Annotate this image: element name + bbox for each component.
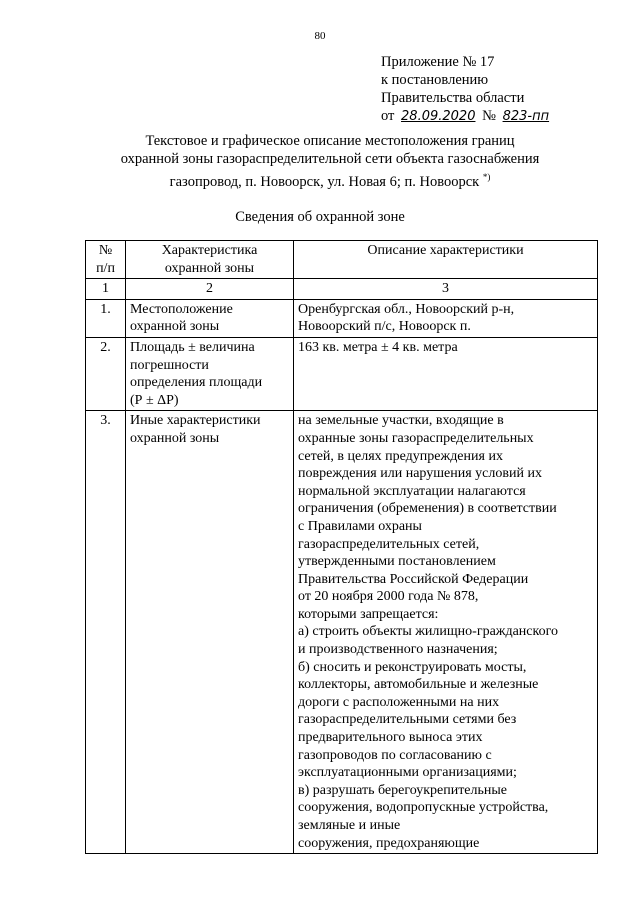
row-characteristic-line: Площадь ± величина xyxy=(130,339,255,355)
row-description-line: Оренбургская обл., Новоорский р-н, xyxy=(298,301,515,317)
row-description-line: газораспределительными сетями без xyxy=(298,712,517,728)
appendix-block xyxy=(381,53,621,126)
header-characteristic-line: охранной зоны xyxy=(164,260,255,276)
row-number: 1. xyxy=(86,299,126,337)
title-line-2: охранной зоны газораспределительной сети объекта газоснабжения xyxy=(120,151,540,167)
document-title xyxy=(60,132,600,191)
header-number-line: п/п xyxy=(96,260,115,276)
row-description xyxy=(294,299,598,337)
appendix-title: Приложение № 17 xyxy=(381,54,495,70)
row-characteristic-line: (Р ± ΔР) xyxy=(130,392,179,408)
from-label: от xyxy=(381,108,395,124)
row-description xyxy=(294,411,598,854)
row-description-line: газораспределительных сетей, xyxy=(298,536,480,552)
title-line-1: Текстовое и графическое описание местоположения границ xyxy=(145,133,515,149)
handwritten-number: 823-пп xyxy=(502,109,550,124)
row-description-line: дороги с расположенными на них xyxy=(298,694,500,710)
zone-table xyxy=(85,240,598,854)
row-description-line: на земельные участки, входящие в xyxy=(298,413,504,429)
row-characteristic-line: охранной зоны xyxy=(130,319,220,335)
header-characteristic-line: Характеристика xyxy=(161,243,258,258)
header-characteristic xyxy=(126,241,294,279)
row-description-line: 163 кв. метра ± 4 кв. метра xyxy=(298,339,458,355)
table-row xyxy=(86,411,598,854)
row-description-line: Новоорский п/с, Новоорск п. xyxy=(298,319,471,335)
table-row xyxy=(86,337,598,410)
row-characteristic xyxy=(126,299,294,337)
header-row xyxy=(86,241,598,279)
table-row xyxy=(86,299,598,337)
row-description-line: сетей, в целях предупреждения их xyxy=(298,448,503,464)
row-description-line: коллекторы, автомобильные и железные xyxy=(298,677,539,693)
row-description-line: утвержденными постановлением xyxy=(298,554,496,570)
header-number-line: № xyxy=(98,243,113,258)
column-index-3: 3 xyxy=(294,279,598,300)
row-description-line: эксплуатационными организациями; xyxy=(298,765,517,781)
row-description-line: в) разрушать берегоукрепительные xyxy=(298,782,508,798)
header-number xyxy=(86,241,126,279)
row-description-line: Правительства Российской Федерации xyxy=(298,571,529,587)
row-characteristic-line: определения площади xyxy=(130,375,263,391)
index-row xyxy=(86,279,598,300)
header-description-line: Описание характеристики xyxy=(367,243,524,258)
row-characteristic xyxy=(126,337,294,410)
row-description-line: охранные зоны газораспределительных xyxy=(298,430,534,446)
row-description-line: сооружения, водопропускные устройства, xyxy=(298,800,549,816)
row-description-line: земляные и иные xyxy=(298,818,401,833)
number-label: № xyxy=(482,108,496,124)
appendix-date-line xyxy=(381,107,621,126)
row-description-line: нормальной эксплуатации налагаются xyxy=(298,483,526,499)
appendix-line-3: Правительства области xyxy=(381,90,525,106)
table-body xyxy=(86,279,598,854)
row-characteristic-line: охранной зоны xyxy=(130,430,220,446)
row-characteristic-line: Местоположение xyxy=(130,301,233,317)
row-description-line: предварительного выноса этих xyxy=(298,730,483,746)
row-characteristic xyxy=(126,411,294,854)
column-index-1: 1 xyxy=(86,279,126,300)
row-number: 3. xyxy=(86,411,126,854)
row-description-line: повреждения или нарушения условий их xyxy=(298,466,542,482)
header-description xyxy=(294,241,598,279)
row-characteristic-line: погрешности xyxy=(130,357,209,373)
row-description xyxy=(294,337,598,410)
row-description-line: от 20 ноября 2000 года № 878, xyxy=(298,589,479,605)
footnote-mark: *) xyxy=(482,172,491,182)
page-number: 80 xyxy=(314,30,326,42)
row-description-line: которыми запрещается: xyxy=(298,606,439,622)
row-number: 2. xyxy=(86,337,126,410)
row-description-line: с Правилами охраны xyxy=(298,518,422,534)
row-description-line: ограничения (обременения) в соответствии xyxy=(298,501,557,517)
handwritten-date: 28.09.2020 xyxy=(401,109,476,124)
row-description-line: газопроводов по согласованию с xyxy=(298,747,492,763)
row-description-line: сооружения, предохраняющие xyxy=(298,835,480,851)
row-characteristic-line: Иные характеристики xyxy=(130,413,261,429)
column-index-2: 2 xyxy=(126,279,294,300)
row-description-line: б) сносить и реконструировать мосты, xyxy=(298,659,527,675)
title-line-3: газопровод, п. Новоорск, ул. Новая 6; п. Новоорск *) xyxy=(169,172,491,190)
row-description-line: и производственного назначения; xyxy=(298,642,498,658)
section-subtitle: Сведения об охранной зоне xyxy=(235,209,405,225)
appendix-line-2: к постановлению xyxy=(381,72,489,88)
row-description-line: а) строить объекты жилищно-гражданского xyxy=(298,624,558,640)
